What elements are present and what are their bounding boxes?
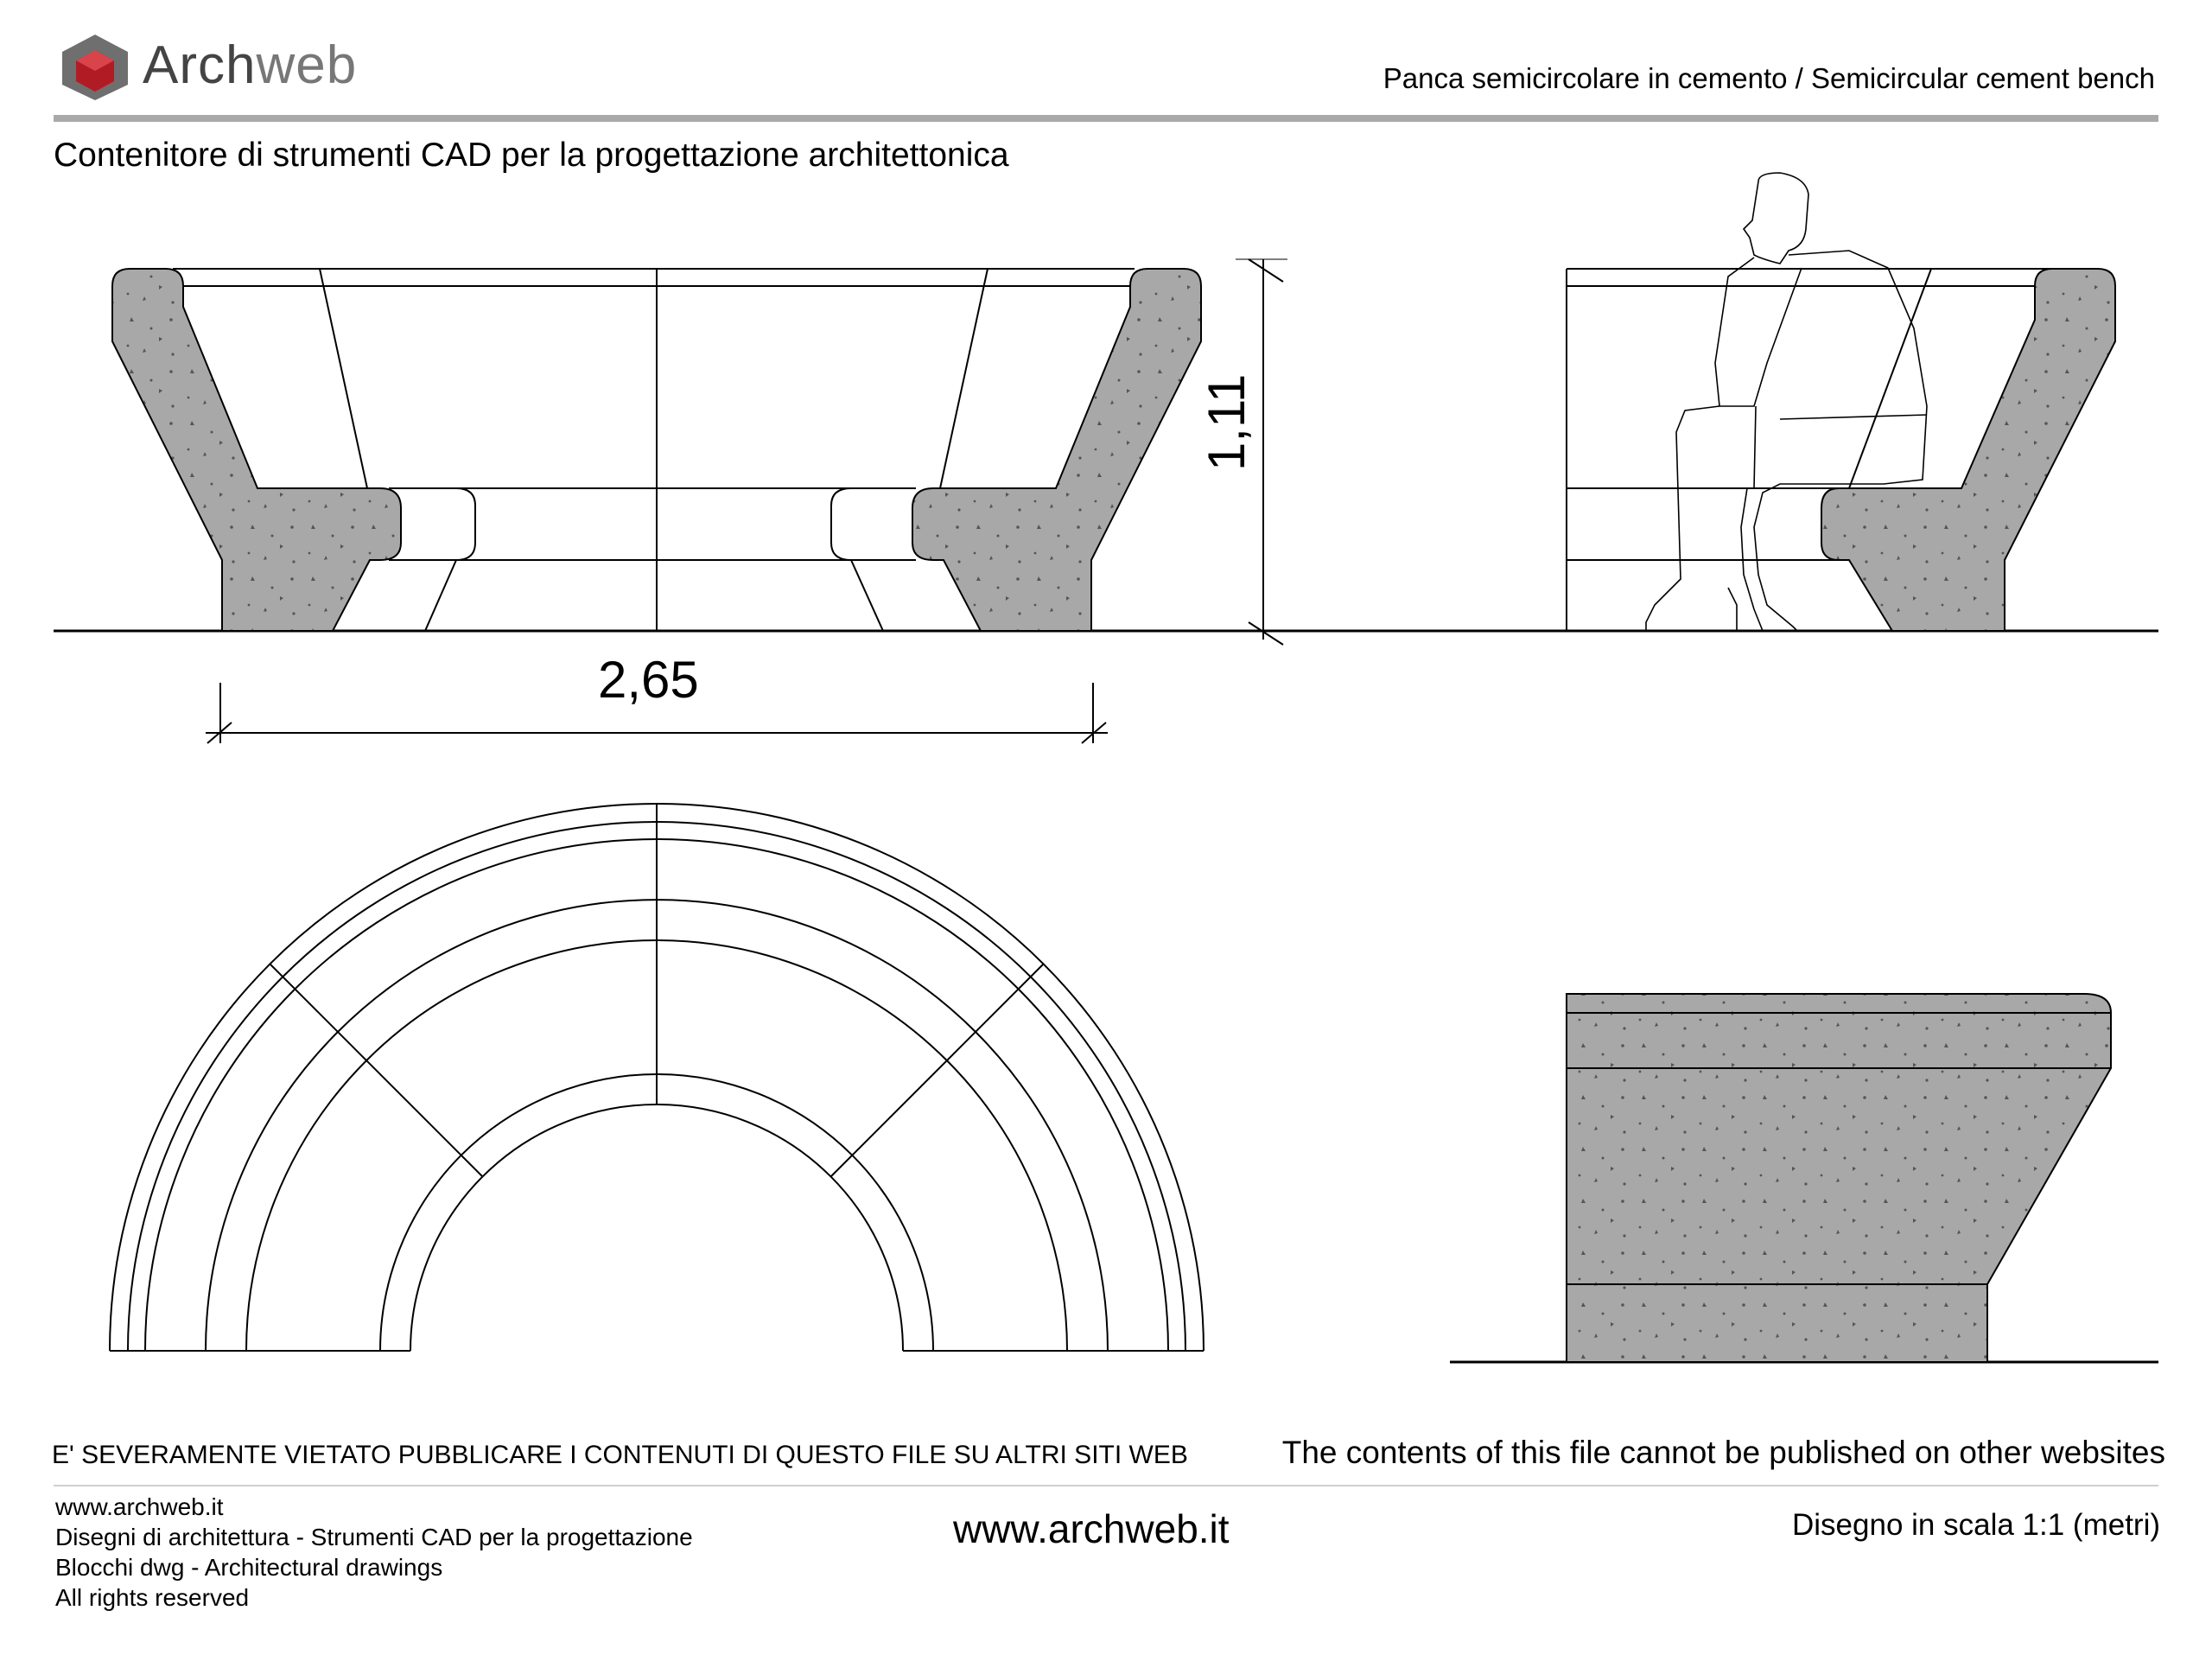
drawing-scale-note: Disegno in scala 1:1 (metri) xyxy=(1792,1508,2160,1542)
height-dimension-label: 1,11 xyxy=(1198,373,1255,471)
footer-rights: All rights reserved xyxy=(55,1584,250,1611)
copyright-notice-italian: E' SEVERAMENTE VIETATO PUBBLICARE I CONTENUTI DI QUESTO FILE SU ALTRI SITI WEB xyxy=(52,1441,1188,1469)
copyright-notice-english: The contents of this file cannot be published on other websites xyxy=(1281,1435,2165,1470)
width-dimension-label: 2,65 xyxy=(598,651,699,709)
footer-divider xyxy=(54,1485,2158,1486)
footer-website-link[interactable]: www.archweb.it xyxy=(55,1493,224,1520)
logo-text: Archweb xyxy=(143,35,358,95)
footer-blocks-note: Blocchi dwg - Architectural drawings xyxy=(55,1554,443,1581)
page-title: Panca semicircolare in cemento / Semicircular cement bench xyxy=(1382,62,2155,94)
footer-description: Disegni di architettura - Strumenti CAD per la progettazione xyxy=(55,1524,693,1550)
side-concrete xyxy=(1821,269,2115,631)
front-left-concrete xyxy=(112,269,401,631)
footer-website-large[interactable]: www.archweb.it xyxy=(953,1506,1230,1551)
plan-view xyxy=(110,804,1204,1351)
page-subtitle: Contenitore di strumenti CAD per la progettazione architettonica xyxy=(54,137,1009,174)
section-concrete xyxy=(1567,994,2111,1362)
front-right-concrete xyxy=(912,269,1201,631)
